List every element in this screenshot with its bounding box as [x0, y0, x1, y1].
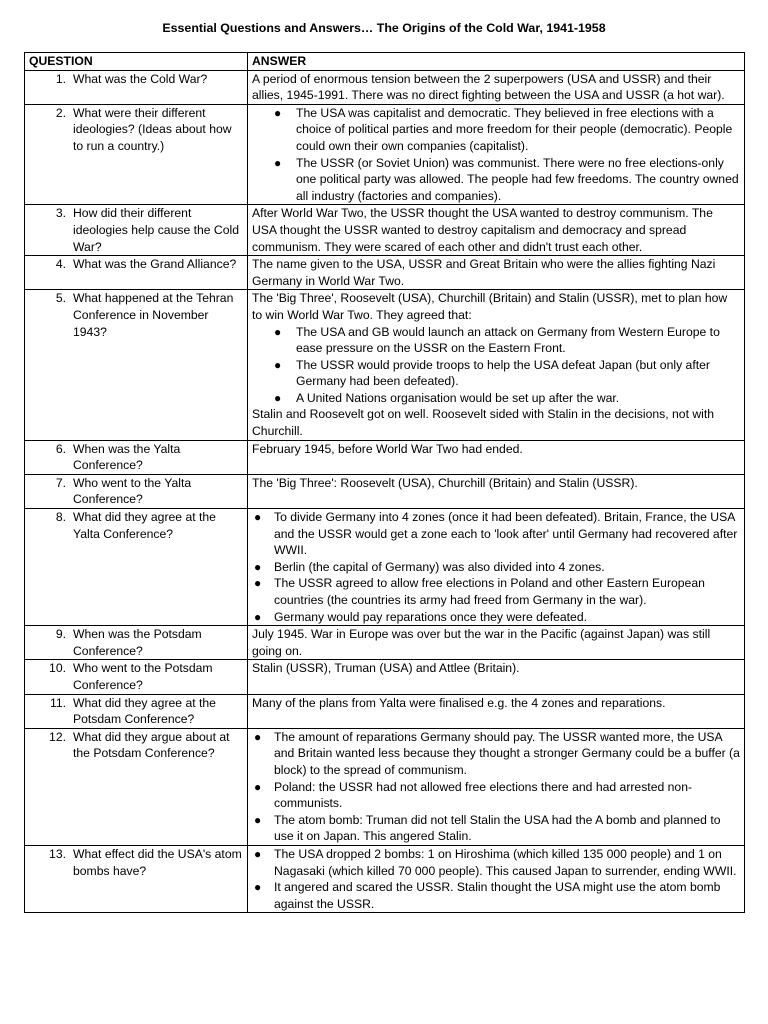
bullet-icon: ●: [274, 155, 282, 170]
table-row: [25, 694, 745, 728]
list-item: [252, 846, 740, 879]
question-number: 10.: [49, 661, 66, 676]
question-column-header: QUESTION: [25, 53, 248, 71]
question-wrapper: [29, 846, 243, 879]
answer-cell: [248, 626, 745, 660]
table-row: [25, 70, 745, 104]
list-item: [252, 155, 740, 205]
bullet-icon: ●: [274, 105, 282, 120]
question-number: 1.: [55, 71, 66, 86]
question-wrapper: [29, 256, 243, 273]
question-cell: [25, 290, 248, 440]
question-cell: [25, 626, 248, 660]
question-text: Who went to the Potsdam Conference?: [73, 661, 213, 692]
answer-text: The name given to the USA, USSR and Great Britain who were the allies fighting Nazi Germany in World War Two.: [252, 257, 716, 288]
list-item: [252, 609, 740, 626]
bullet-icon: ●: [254, 729, 262, 744]
document-title: Essential Questions and Answers… The Origins of the Cold War, 1941-1958: [162, 21, 606, 35]
question-wrapper: [29, 105, 243, 155]
table-row: [25, 845, 745, 912]
question-text: What were their different ideologies? (Ideas about how to run a country.): [73, 105, 232, 153]
bullet-icon: ●: [274, 357, 282, 372]
question-cell: [25, 509, 248, 626]
bullet-text: Berlin (the capital of Germany) was also divided into 4 zones.: [274, 559, 605, 574]
table-row: [25, 290, 745, 440]
bullet-text: The atom bomb: Truman did not tell Stalin the USA had the A bomb and planned to use it on Japan. This angered Stalin.: [274, 812, 721, 844]
question-number: 4.: [55, 257, 66, 272]
question-number: 13.: [49, 846, 66, 861]
bullet-text: The USSR agreed to allow free elections in Poland and other Eastern European countries (the countries its army had freed from Germany in the war).: [274, 576, 705, 607]
answer-text: Many of the plans from Yalta were finalised e.g. the 4 zones and reparations.: [252, 695, 666, 710]
answer-cell: [248, 256, 745, 290]
list-item: [252, 729, 740, 779]
table-row: [25, 660, 745, 694]
list-item: [252, 812, 740, 845]
bullet-text: Germany would pay reparations once they were defeated.: [274, 609, 587, 624]
question-text: What did they agree at the Yalta Conference?: [73, 510, 216, 541]
table-row: [25, 205, 745, 256]
question-text: When was the Potsdam Conference?: [73, 627, 202, 658]
answer-cell: [248, 70, 745, 104]
answer-column-header: ANSWER: [248, 53, 745, 71]
list-item: [252, 390, 740, 407]
question-number: 6.: [55, 441, 66, 456]
question-number: 9.: [55, 627, 66, 642]
question-number: 8.: [55, 510, 66, 525]
table-row: [25, 509, 745, 626]
bullet-icon: ●: [254, 559, 262, 574]
list-item: [252, 105, 740, 155]
answer-cell: [248, 205, 745, 256]
answer-bullet-list: [252, 324, 740, 407]
question-wrapper: [29, 695, 243, 728]
question-cell: [25, 845, 248, 912]
bullet-icon: ●: [274, 390, 282, 405]
answer-cell: [248, 509, 745, 626]
answer-cell: [248, 660, 745, 694]
list-item: [252, 575, 740, 608]
bullet-text: The USA dropped 2 bombs: 1 on Hiroshima (which killed 135 000 people) and 1 on Nagasaki (which killed 70 000 people). This caused Japan to surrender, ending WWII.: [274, 846, 737, 878]
question-wrapper: [29, 441, 243, 474]
list-item: [252, 357, 740, 390]
question-wrapper: [29, 626, 243, 659]
bullet-icon: ●: [254, 576, 262, 591]
table-row: [25, 104, 745, 205]
question-number: 11.: [49, 695, 66, 710]
list-item: [252, 324, 740, 357]
qa-table-body: [25, 70, 745, 913]
answer-bullet-list: [252, 509, 740, 625]
answer-bullet-list: [252, 729, 740, 845]
bullet-text: To divide Germany into 4 zones (once it had been defeated). Britain, France, the USA and the USSR would get a zone each to 'look after' until Germany had recovered after WWII.: [274, 510, 738, 558]
list-item: [252, 559, 740, 576]
table-header-row: [25, 53, 745, 71]
list-item: [252, 509, 740, 559]
table-row: [25, 256, 745, 290]
question-text: What effect did the USA's atom bombs have?: [73, 846, 242, 878]
question-text: What happened at the Tehran Conference in November 1943?: [73, 291, 234, 339]
bullet-text: The USSR (or Soviet Union) was communist. There were no free elections-only one political party was allowed. The people had few freedoms. The country owned all industry (factories and companies).: [296, 155, 739, 203]
question-cell: [25, 256, 248, 290]
answer-bullet-list: [252, 105, 740, 205]
bullet-icon: ●: [274, 324, 282, 339]
question-cell: [25, 694, 248, 728]
question-number: 2.: [55, 105, 66, 120]
answer-cell: [248, 728, 745, 845]
answer-text: A period of enormous tension between the 2 superpowers (USA and USSR) and their allies, 1945-1991. There was no direct fighting between the USA and USSR (a hot war).: [252, 71, 725, 103]
question-text: Who went to the Yalta Conference?: [73, 475, 192, 507]
question-cell: [25, 70, 248, 104]
question-number: 7.: [55, 475, 66, 490]
question-text: What was the Grand Alliance?: [73, 257, 237, 272]
bullet-icon: ●: [254, 812, 262, 827]
question-text: How did their different ideologies help cause the Cold War?: [73, 206, 240, 254]
bullet-text: The amount of reparations Germany should pay. The USSR wanted more, the USA and Britain wanted less because they thought a stronger Germany could be a buffer (a block) to the spread of communism.: [274, 729, 740, 777]
question-wrapper: [29, 71, 243, 88]
answer-text: After World War Two, the USSR thought the USA wanted to destroy communism. The USA thought the USSR wanted to destroy capitalism and democracy and spread communism. They were scared of each other and didn't trust each other.: [252, 206, 713, 254]
question-cell: [25, 474, 248, 508]
question-wrapper: [29, 729, 243, 762]
question-wrapper: [29, 205, 243, 255]
table-row: [25, 728, 745, 845]
answer-bullet-list: [252, 846, 740, 912]
question-number: 12.: [49, 729, 66, 744]
answer-cell: [248, 440, 745, 474]
bullet-text: A United Nations organisation would be set up after the war.: [296, 390, 620, 405]
bullet-text: The USA and GB would launch an attack on Germany from Western Europe to ease pressure on the USSR on the Eastern Front.: [296, 324, 720, 356]
list-item: [252, 779, 740, 812]
table-row: [25, 474, 745, 508]
answer-cell: [248, 104, 745, 205]
question-wrapper: [29, 660, 243, 693]
bullet-text: Poland: the USSR had not allowed free elections there and had arrested non-communists.: [274, 779, 693, 811]
bullet-icon: ●: [254, 609, 262, 624]
question-number: 3.: [55, 206, 66, 221]
question-text: When was the Yalta Conference?: [73, 441, 181, 473]
bullet-icon: ●: [254, 880, 262, 895]
answer-text: The 'Big Three', Roosevelt (USA), Churchill (Britain) and Stalin (USSR), met to plan how to win World War Two. They agreed that:: [252, 291, 728, 322]
question-wrapper: [29, 290, 243, 340]
answer-text: Stalin (USSR), Truman (USA) and Attlee (Britain).: [252, 661, 520, 676]
question-text: What did they argue about at the Potsdam Conference?: [73, 729, 230, 761]
answer-cell: [248, 694, 745, 728]
answer-cell: [248, 290, 745, 440]
question-number: 5.: [55, 291, 66, 306]
answer-cell: [248, 845, 745, 912]
qa-table: [24, 52, 745, 913]
bullet-icon: ●: [254, 779, 262, 794]
list-item: [252, 879, 740, 912]
question-cell: [25, 205, 248, 256]
question-wrapper: [29, 475, 243, 508]
answer-text: The 'Big Three': Roosevelt (USA), Churchill (Britain) and Stalin (USSR).: [252, 475, 638, 490]
question-cell: [25, 728, 248, 845]
question-cell: [25, 660, 248, 694]
table-row: [25, 626, 745, 660]
answer-text: February 1945, before World War Two had ended.: [252, 441, 523, 456]
bullet-text: The USA was capitalist and democratic. They believed in free elections with a choice of political parties and more freedom for their people (democratic). People could own their own companies (capitalist).: [296, 105, 733, 153]
answer-cell: [248, 474, 745, 508]
question-text: What did they agree at the Potsdam Conference?: [73, 695, 216, 727]
bullet-text: The USSR would provide troops to help the USA defeat Japan (but only after Germany had been defeated).: [296, 357, 710, 389]
question-wrapper: [29, 509, 243, 542]
bullet-icon: ●: [254, 510, 262, 525]
bullet-icon: ●: [254, 846, 262, 861]
answer-followup-text: Stalin and Roosevelt got on well. Roosevelt sided with Stalin in the decisions, not with Churchill.: [252, 407, 715, 439]
answer-text: July 1945. War in Europe was over but the war in the Pacific (against Japan) was still going on.: [252, 627, 711, 658]
table-row: [25, 440, 745, 474]
question-cell: [25, 440, 248, 474]
bullet-text: It angered and scared the USSR. Stalin thought the USA might use the atom bomb against the USSR.: [274, 880, 721, 911]
question-text: What was the Cold War?: [73, 71, 208, 86]
question-cell: [25, 104, 248, 205]
